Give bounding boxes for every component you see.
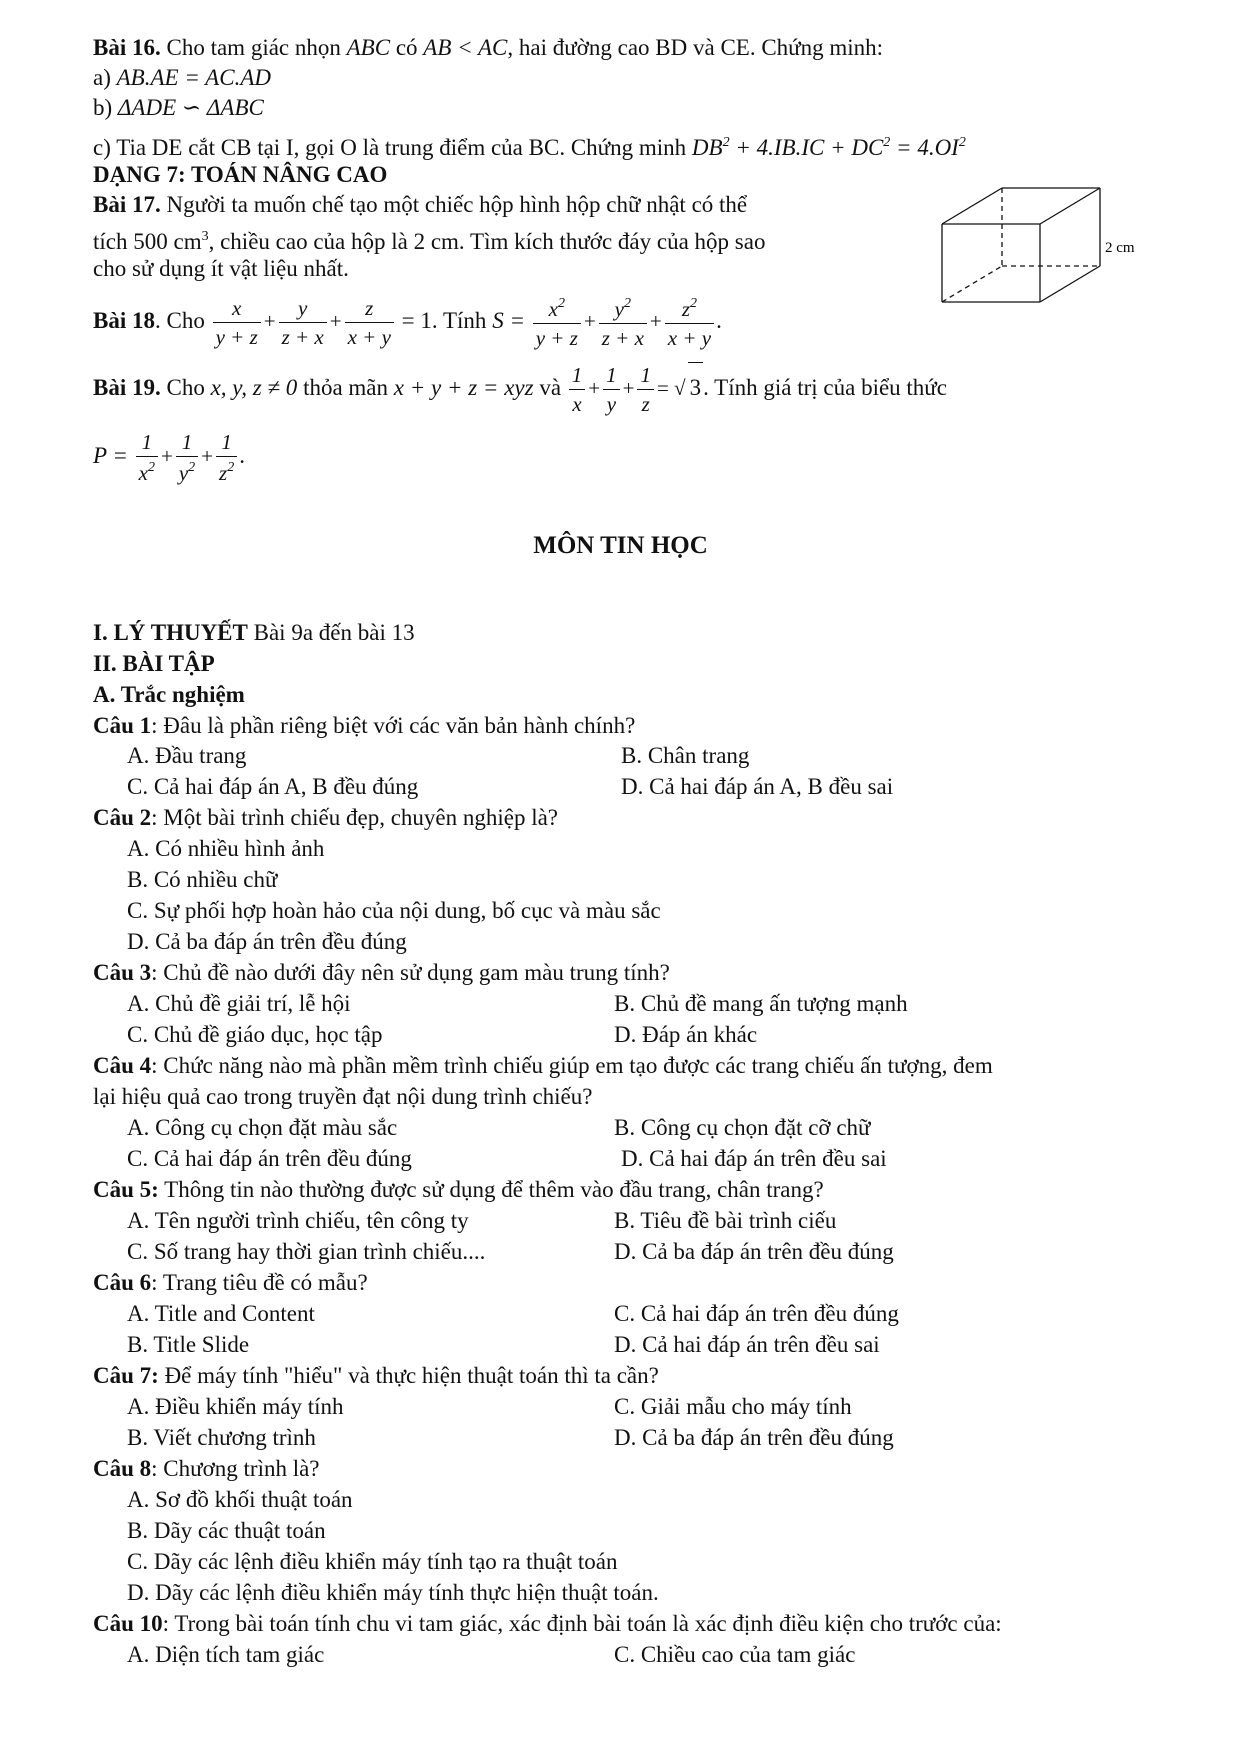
b16-cond: AB < AC xyxy=(423,35,508,60)
num: 1 xyxy=(136,432,158,457)
question-label: Câu 8 xyxy=(93,1456,152,1481)
q10-option-c: C. Chiều cao của tam giác xyxy=(614,1642,856,1667)
b16-b xyxy=(93,94,264,122)
num: 1 xyxy=(637,365,654,390)
question-label: Câu 7: xyxy=(93,1363,159,1388)
exercises-heading: II. BÀI TẬP xyxy=(93,651,215,676)
b16-c-text: c) Tia DE cắt CB tại I, gọi O là trung điểm của BC. Chứng minh xyxy=(93,135,692,160)
box-height-label: 2 cm xyxy=(1105,240,1135,256)
q5-option-d: D. Cả ba đáp án trên đều đúng xyxy=(614,1239,894,1264)
b16-line xyxy=(93,34,883,62)
den: z + x xyxy=(601,325,644,350)
num: z xyxy=(345,298,394,323)
b19-cond: x, y, z ≠ 0 xyxy=(210,375,298,400)
b16-abc: ABC xyxy=(346,35,391,60)
q7-option-c: C. Giải mẫu cho máy tính xyxy=(614,1394,852,1419)
sup-2: 2 xyxy=(958,135,966,150)
q7-option-d: D. Cả ba đáp án trên đều đúng xyxy=(614,1425,894,1450)
question-text: Thông tin nào thường được sử dụng để thêm vào đầu trang, chân trang? xyxy=(158,1177,824,1202)
question-label: Câu 2 xyxy=(93,805,152,830)
b19-line1: Bài 19. Cho x, y, z ≠ 0 thỏa mãn x + y + z = xyz và $\frac{1}{x}$ + $\frac{1}{y}$ + $\frac{1}{z}$ = √ 3. Tính giá trị của biểu thức xyxy=(93,362,947,416)
frac-1-over-x2 xyxy=(136,429,158,485)
sqrt-3: 3 xyxy=(688,362,704,413)
num: 1 xyxy=(216,432,237,457)
q3-option-a: A. Chủ đề giải trí, lễ hội xyxy=(127,991,351,1016)
frac-1-over-x xyxy=(569,362,586,416)
question-1 xyxy=(93,712,635,740)
question-text: : Chương trình là? xyxy=(151,1456,320,1481)
b18-tinh: . Tính xyxy=(431,308,493,333)
num: 1 xyxy=(176,432,198,457)
den: x + y xyxy=(667,325,712,350)
b16-text: Cho tam giác nhọn xyxy=(160,35,347,60)
den xyxy=(136,457,158,484)
sup-2: 2 xyxy=(883,135,891,150)
theory-text: Bài 9a đến bài 13 xyxy=(247,620,415,645)
b16-co: có xyxy=(390,35,424,60)
b19-eq: x + y + z = xyz xyxy=(393,375,534,400)
den: z xyxy=(641,391,650,416)
b16-c-db: DB xyxy=(691,135,723,160)
var: x xyxy=(548,296,558,321)
frac-z2-over-xpy xyxy=(665,297,714,349)
sup-2: 2 xyxy=(147,459,155,475)
q2-option-b: B. Có nhiều chữ xyxy=(127,867,278,892)
b18-eq1: = 1 xyxy=(395,308,432,333)
question-3 xyxy=(93,959,670,987)
b18-line: Bài 18. Cho $\frac{x}{y + z}$ + $\frac{y}{z + x}$ + $\frac{z}{x + y}$ = 1. Tính S = $\frac{x^2}{y + z}$ + $\frac{y^2}{z + x}$ + $\frac{z^2}{x + y}$ . xyxy=(93,295,722,350)
b19-title: Bài 19. xyxy=(93,375,161,400)
frac-x-over-ypz xyxy=(213,295,261,349)
question-text: : Trang tiêu đề có mẫu? xyxy=(151,1270,368,1295)
b16-title: Bài 16. xyxy=(93,35,161,60)
frac-z-over-xpy xyxy=(345,295,394,349)
b17-line3: cho sử dụng ít vật liệu nhất. xyxy=(93,256,349,281)
question-label: Câu 6 xyxy=(93,1270,152,1295)
cuboid-figure xyxy=(940,186,1140,304)
den: x xyxy=(572,391,582,416)
var: y xyxy=(614,296,624,321)
q5-option-b: B. Tiêu đề bài trình ciếu xyxy=(614,1208,837,1233)
subject-title: MÔN TIN HỌC xyxy=(533,532,708,559)
q7-option-b: B. Viết chương trình xyxy=(127,1425,316,1450)
q1-option-a: A. Đầu trang xyxy=(127,743,247,768)
question-2 xyxy=(93,804,558,832)
var: x xyxy=(138,460,148,485)
den: x + y xyxy=(347,324,391,349)
num xyxy=(599,297,647,324)
q4-option-c: C. Cả hai đáp án trên đều đúng xyxy=(127,1146,412,1171)
question-label: Câu 10 xyxy=(93,1611,163,1636)
den: z + x xyxy=(281,324,324,349)
frac-y-over-zpx xyxy=(279,295,327,349)
sup-2: 2 xyxy=(623,295,631,311)
question-text: : Trong bài toán tính chu vi tam giác, xác định bài toán là xác định điều kiện cho trước của: xyxy=(162,1611,1002,1636)
q4-option-a: A. Công cụ chọn đặt màu sắc xyxy=(127,1115,398,1140)
b17-text2a: tích 500 cm xyxy=(93,229,202,254)
frac-y2-over-zpx xyxy=(599,297,647,349)
b16-a-expr: AB.AE = AC.AD xyxy=(116,65,271,90)
sup-2: 2 xyxy=(188,459,196,475)
b19-thoa: thỏa mãn xyxy=(297,375,394,400)
q2-option-a: A. Có nhiều hình ảnh xyxy=(127,836,325,861)
q7-option-a: A. Điều khiển máy tính xyxy=(127,1394,344,1419)
num: 1 xyxy=(603,365,620,390)
question-text: : Chức năng nào mà phần mềm trình chiếu giúp em tạo được các trang chiếu ấn tượng, đem xyxy=(151,1053,993,1078)
b18-title: Bài 18 xyxy=(93,308,155,333)
q8-option-b: B. Dãy các thuật toán xyxy=(127,1518,326,1543)
frac-1-over-y2 xyxy=(176,429,198,485)
frac-1-over-z xyxy=(637,362,654,416)
question-10 xyxy=(93,1610,1002,1638)
b16-a-label: a) xyxy=(93,65,117,90)
b17-text1: Người ta muốn chế tạo một chiếc hộp hình hộp chữ nhật có thể xyxy=(160,192,748,217)
question-4-cont: lại hiệu quả cao trong truyền đạt nội dung trình chiếu? xyxy=(93,1084,593,1109)
question-label: Câu 1 xyxy=(93,713,152,738)
question-label: Câu 4 xyxy=(93,1053,152,1078)
question-text: : Chủ đề nào dưới đây nên sử dụng gam màu trung tính? xyxy=(151,960,670,985)
question-label: Câu 5: xyxy=(93,1177,159,1202)
b16-b-label: b) xyxy=(93,95,118,120)
frac-1-over-y xyxy=(603,362,620,416)
q6-option-a: A. Title and Content xyxy=(127,1301,315,1326)
q10-option-a: A. Diện tích tam giác xyxy=(127,1642,325,1667)
question-7 xyxy=(93,1362,659,1390)
dang7-heading: DẠNG 7: TOÁN NÂNG CAO xyxy=(93,162,388,187)
b18-S: S = xyxy=(492,308,531,333)
question-6 xyxy=(93,1269,368,1297)
num xyxy=(533,297,581,324)
question-5 xyxy=(93,1176,824,1204)
b17-line1 xyxy=(93,191,747,219)
q2-option-c: C. Sự phối hợp hoàn hảo của nội dung, bố cục và màu sắc xyxy=(127,898,661,923)
q6-option-d: D. Cả hai đáp án trên đều sai xyxy=(614,1332,880,1357)
question-label: Câu 3 xyxy=(93,960,152,985)
num: x xyxy=(213,298,261,323)
sup-3: 3 xyxy=(201,229,209,244)
question-text: : Đâu là phần riêng biệt với các văn bản hành chính? xyxy=(151,713,636,738)
q3-option-d: D. Đáp án khác xyxy=(614,1022,758,1047)
q1-option-c: C. Cả hai đáp án A, B đều đúng xyxy=(127,774,419,799)
frac-x2-over-ypz xyxy=(533,297,581,349)
b17-title: Bài 17. xyxy=(93,192,161,217)
b16-a xyxy=(93,64,271,92)
b16-c xyxy=(93,129,966,162)
q8-option-c: C. Dãy các lệnh điều khiển máy tính tạo ra thuật toán xyxy=(127,1549,618,1574)
q4-option-b: B. Công cụ chọn đặt cỡ chữ xyxy=(614,1115,871,1140)
b16-rest: , hai đường cao BD và CE. Chứng minh: xyxy=(507,35,884,60)
sup-2: 2 xyxy=(557,295,565,311)
den: y + z xyxy=(215,324,258,349)
q6-option-b: B. Title Slide xyxy=(127,1332,250,1357)
b19-P: P = xyxy=(93,443,134,468)
sup-2: 2 xyxy=(722,135,730,150)
den xyxy=(176,457,198,484)
num xyxy=(665,297,714,324)
b18-cho: . Cho xyxy=(154,308,211,333)
q4-option-d: D. Cả hai đáp án trên đều sai xyxy=(621,1146,887,1171)
b19-line2: P = $\frac{1}{x^2}$ + $\frac{1}{y^2}$ + $\frac{1}{z^2}$ . xyxy=(93,429,245,485)
q3-option-b: B. Chủ đề mang ấn tượng mạnh xyxy=(614,991,908,1016)
q5-option-c: C. Số trang hay thời gian trình chiếu.... xyxy=(127,1239,486,1264)
sup-2: 2 xyxy=(690,295,697,311)
q3-option-c: C. Chủ đề giáo dục, học tập xyxy=(127,1022,383,1047)
q2-option-d: D. Cả ba đáp án trên đều đúng xyxy=(127,929,407,954)
var: z xyxy=(219,460,228,485)
var: y xyxy=(178,460,189,485)
q8-option-a: A. Sơ đồ khối thuật toán xyxy=(127,1487,353,1512)
den: y + z xyxy=(535,325,578,350)
var: z xyxy=(681,296,690,321)
q1-option-b: B. Chân trang xyxy=(621,743,750,768)
b19-va: và xyxy=(533,375,567,400)
question-text: : Một bài trình chiếu đẹp, chuyên nghiệp là? xyxy=(151,805,559,830)
q6-option-c: C. Cả hai đáp án trên đều đúng xyxy=(614,1301,899,1326)
b19-tinh: . Tính giá trị của biểu thức xyxy=(703,375,947,400)
q5-option-a: A. Tên người trình chiếu, tên công ty xyxy=(127,1208,469,1233)
den: y xyxy=(606,391,617,416)
b17-text2b: , chiều cao của hộp là 2 cm. Tìm kích thước đáy của hộp sao xyxy=(208,229,766,254)
b16-c-mid: + 4.IB.IC + DC xyxy=(729,135,884,160)
num: y xyxy=(279,298,327,323)
mcq-heading: A. Trắc nghiệm xyxy=(93,682,245,707)
q1-option-d: D. Cả hai đáp án A, B đều sai xyxy=(621,774,894,799)
sup-2: 2 xyxy=(227,459,235,475)
b16-c-end: = 4.OI xyxy=(890,135,959,160)
theory-label: I. LÝ THUYẾT xyxy=(93,620,248,645)
q8-option-d: D. Dãy các lệnh điều khiển máy tính thực hiện thuật toán. xyxy=(127,1580,659,1605)
den xyxy=(216,457,237,484)
question-8 xyxy=(93,1455,320,1483)
b16-b-expr: ΔADE ∽ ΔABC xyxy=(117,95,264,120)
question-4 xyxy=(93,1052,993,1080)
num: 1 xyxy=(569,365,586,390)
theory-line xyxy=(93,619,415,647)
b17-line2 xyxy=(93,223,765,256)
b19-cho: Cho xyxy=(160,375,211,400)
frac-1-over-z2 xyxy=(216,429,237,485)
question-text: Để máy tính "hiểu" và thực hiện thuật toán thì ta cần? xyxy=(158,1363,659,1388)
